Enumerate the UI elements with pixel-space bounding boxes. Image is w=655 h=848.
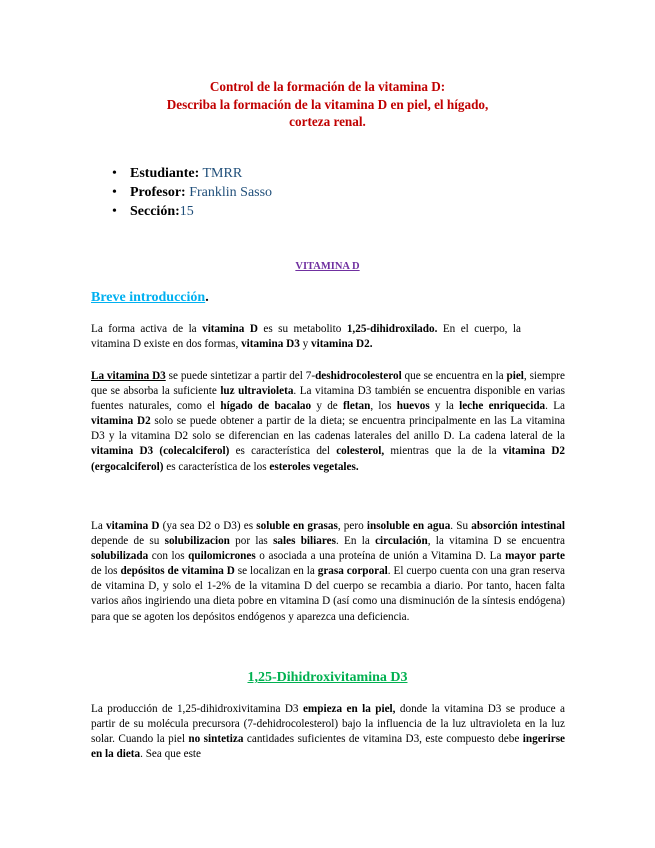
info-label: Sección: xyxy=(130,204,180,219)
paragraph-solubility: La vitamina D (ya sea D2 o D3) es soluble en grasas, pero insoluble en agua. Su absorción intestinal depende de su solubilizacion por las sales biliares. En la circulación, la vitamina D se encuentra solubilizada con los quilomicrones o asociada a una proteína de unión a Vitamina D. La mayor parte de los depósitos de vitamina D se localizan en la grasa corporal. El cuerpo cuenta con una gran reserva de vitamina D, y solo el 1-2% de la vitamina D del cuerpo se recambia a diario. Por tanto, hacen falta varios años ingiriendo una dieta pobre en vitamina D (así como una disminución de la síntesis endógena) para que se agoten los depósitos endógenos y aparezca una deficiencia. xyxy=(91,520,566,623)
info-item-professor xyxy=(112,183,272,202)
info-value: 15 xyxy=(179,204,194,219)
intro-heading xyxy=(91,290,209,306)
paragraph-vitamina-d3: La vitamina D3 se puede sintetizar a partir del 7-deshidrocolesterol que se encuentra en la piel, siempre que se absorba la suficiente luz ultravioleta. La vitamina D3 también se encuentra disponible en varias fuentes naturales, como el hígado de bacalao y de fletan, los huevos y la leche enriquecida. La vitamina D2 solo se puede obtener a partir de la dieta; se encuentra principalmente en las La vitamina D3 y la vitamina D2 solo se diferencian en las cadenas laterales del anillo D. La cadena lateral de la vitamina D3 (colecalciferol) es característica del colesterol, mientras que la de la vitamina D2 (ergocalciferol) es característica de los esteroles vegetales. xyxy=(91,370,566,473)
info-item-section xyxy=(112,202,272,221)
paragraph-intro: La forma activa de la vitamina D es su metabolito 1,25-dihidroxilado. En el cuerpo, la vitamina D existe en dos formas, vitamina D3 y vitamina D2. xyxy=(91,323,521,351)
paragraph-production: La producción de 1,25-dihidroxivitamina D3 empieza en la piel, donde la vitamina D3 se produce a partir de su molécula precursora (7-dehidrocolesterol) bajo la influencia de la luz ultravioleta en la luz solar. Cuando la piel no sintetiza cantidades suficientes de vitamina D3, este compuesto debe ingerirse en la dieta. Sea que este xyxy=(91,703,566,761)
info-value: Franklin Sasso xyxy=(185,185,273,200)
info-item-student xyxy=(112,164,272,183)
section-heading-vitamina-d: VITAMINA D xyxy=(295,261,360,272)
document-title xyxy=(90,78,565,131)
section-heading-dihidroxivitamina: 1,25-Dihidroxivitamina D3 xyxy=(247,670,408,685)
info-list xyxy=(112,164,272,221)
intro-heading-text: Breve introducción xyxy=(91,290,206,305)
info-label: Profesor: xyxy=(130,185,186,200)
intro-heading-dot: . xyxy=(205,290,209,305)
title-line-2: Describa la formación de la vitamina D en piel, el hígado, xyxy=(166,96,489,112)
info-label: Estudiante: xyxy=(130,166,200,181)
title-line-3: corteza renal. xyxy=(289,114,366,129)
title-line-1: Control de la formación de la vitamina D: xyxy=(209,79,446,94)
info-value: TMRR xyxy=(199,166,243,181)
